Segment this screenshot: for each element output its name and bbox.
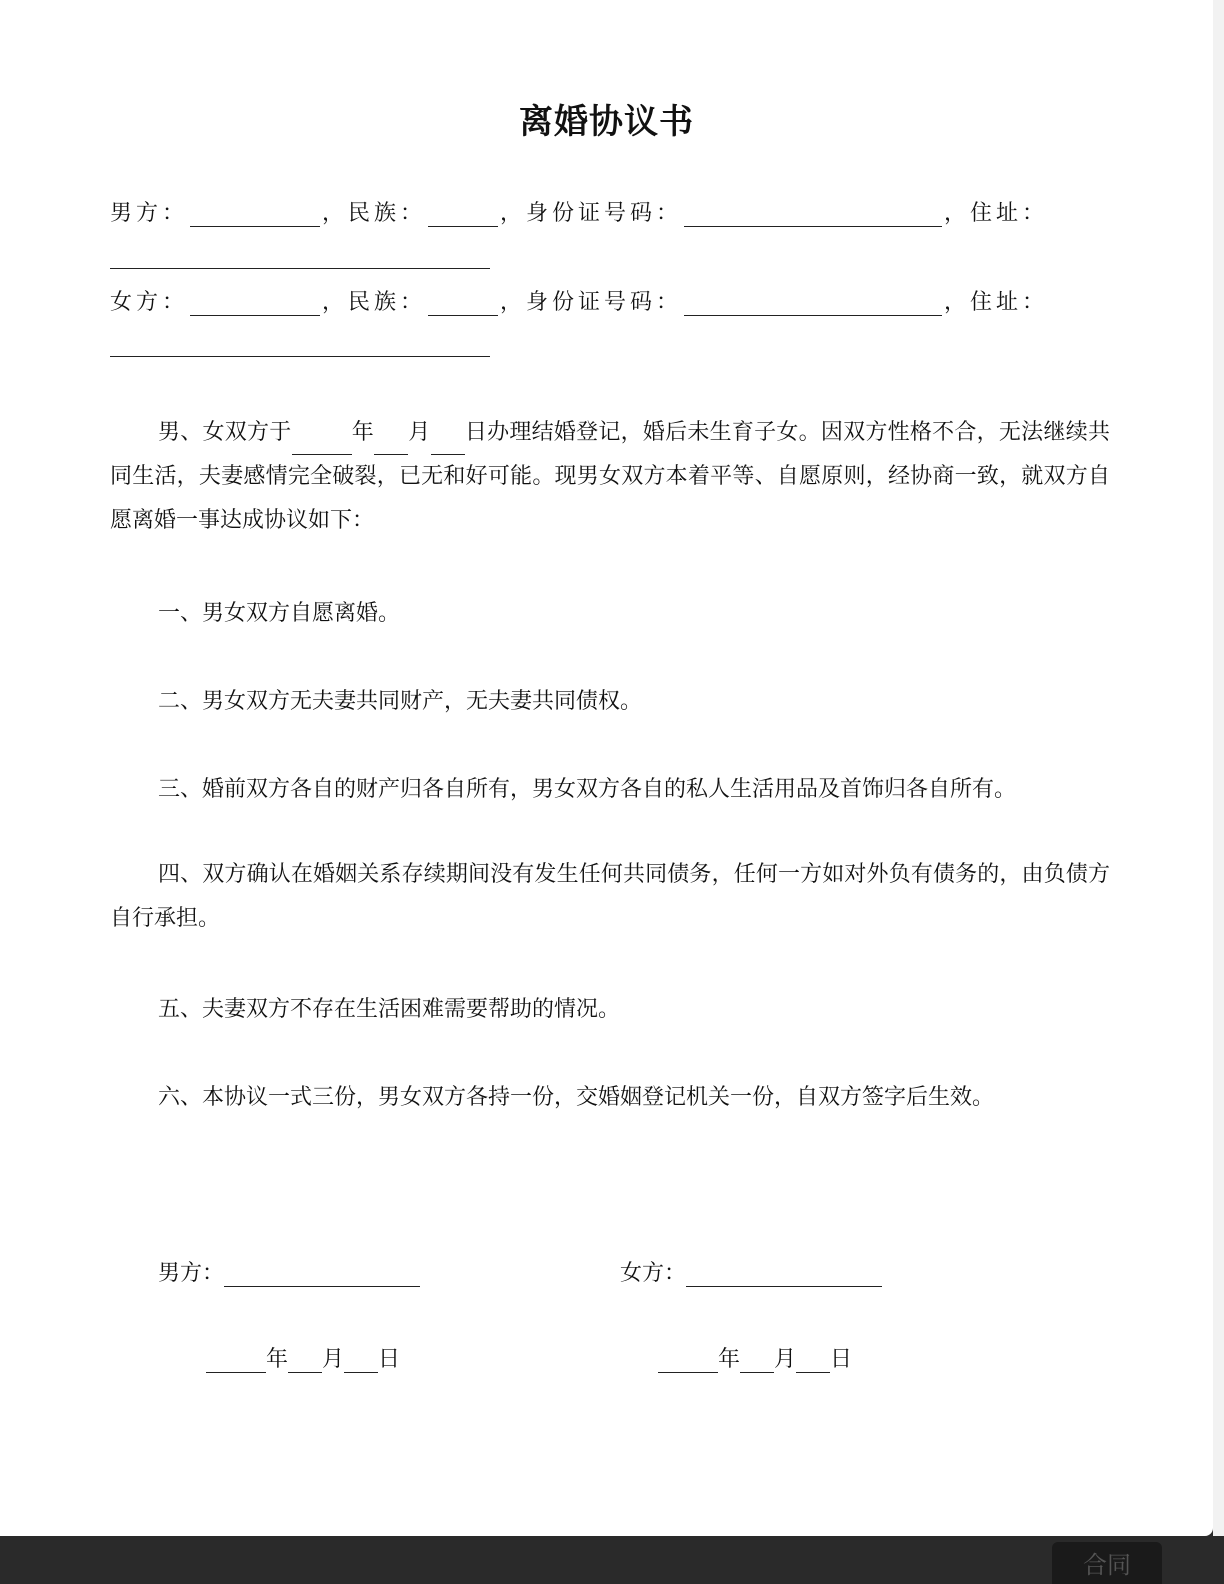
female-date-year-label: 年 [718,1347,741,1372]
male-ethnicity-blank [428,202,498,227]
contract-tab[interactable]: 合同 [1052,1542,1162,1584]
female-name-blank [190,291,320,316]
male-id-label: ，身份证号码： [500,201,683,226]
marriage-day-blank [431,430,465,455]
female-address-label: ，住址： [944,290,1049,315]
female-ethnicity-blank [428,291,498,316]
female-signature-label: 女方： [620,1261,687,1286]
male-signature [158,1256,420,1287]
intro-text-1: 男、女双方于 [158,420,292,445]
clause-3: 三、婚前双方各自的财产归各自所有，男女双方各自的私人生活用品及首饰归各自所有。 [158,777,1017,802]
clause-2: 二、男女双方无夫妻共同财产，无夫妻共同债权。 [158,689,643,714]
male-date-year-label: 年 [266,1347,289,1372]
female-signature [620,1256,882,1287]
male-name-blank [190,202,320,227]
female-label: 女方： [110,290,189,315]
female-date [658,1342,852,1373]
male-party-row [110,196,1048,227]
female-signature-blank [686,1262,882,1287]
male-date [206,1342,400,1373]
female-date-day-blank [796,1348,830,1373]
female-ethnicity-label: ，民族： [322,290,427,315]
female-date-day-label: 日 [830,1347,853,1372]
female-party-row [110,285,1048,316]
male-id-blank [684,202,942,227]
intro-year-label: 年 [351,420,375,445]
female-date-year-blank [658,1348,718,1373]
female-address-blank [110,356,490,357]
male-signature-blank [224,1262,420,1287]
intro-text-2: 办理结婚登记，婚后未生育子女。因双方性格不合，无法继续共同生活，夫妻感情完全破裂，已无和好可能。现男女双方本着平等、自愿原则，经协商一致，就双方自愿离婚一事达成协议如下： [110,420,1110,533]
female-date-month-label: 月 [774,1347,797,1372]
document-title: 离婚协议书 [519,102,694,142]
page-right-edge [1213,0,1224,1584]
female-id-label: ，身份证号码： [500,290,683,315]
intro-paragraph [110,411,1110,543]
male-label: 男方： [110,201,189,226]
male-address-label: ，住址： [944,201,1049,226]
intro-month-label: 月 [408,420,431,445]
male-signature-label: 男方： [158,1261,225,1286]
male-date-day-label: 日 [378,1347,401,1372]
intro-day-label: 日 [464,420,488,445]
female-id-blank [684,291,942,316]
clause-5: 五、夫妻双方不存在生活困难需要帮助的情况。 [158,997,621,1022]
male-date-month-label: 月 [322,1347,345,1372]
male-ethnicity-label: ，民族： [322,201,427,226]
clause-4: 四、双方确认在婚姻关系存续期间没有发生任何共同债务，任何一方如对外负有债务的，由负债方自行承担。 [110,862,1110,931]
male-address-blank [110,268,490,269]
bottom-bar [0,1536,1224,1584]
female-date-month-blank [740,1348,774,1373]
male-date-month-blank [288,1348,322,1373]
marriage-year-blank [292,430,352,455]
marriage-month-blank [374,430,408,455]
male-date-day-blank [344,1348,378,1373]
male-date-year-blank [206,1348,266,1373]
clause-6: 六、本协议一式三份，男女双方各持一份，交婚姻登记机关一份，自双方签字后生效。 [158,1085,995,1110]
clause-1: 一、男女双方自愿离婚。 [158,601,401,626]
